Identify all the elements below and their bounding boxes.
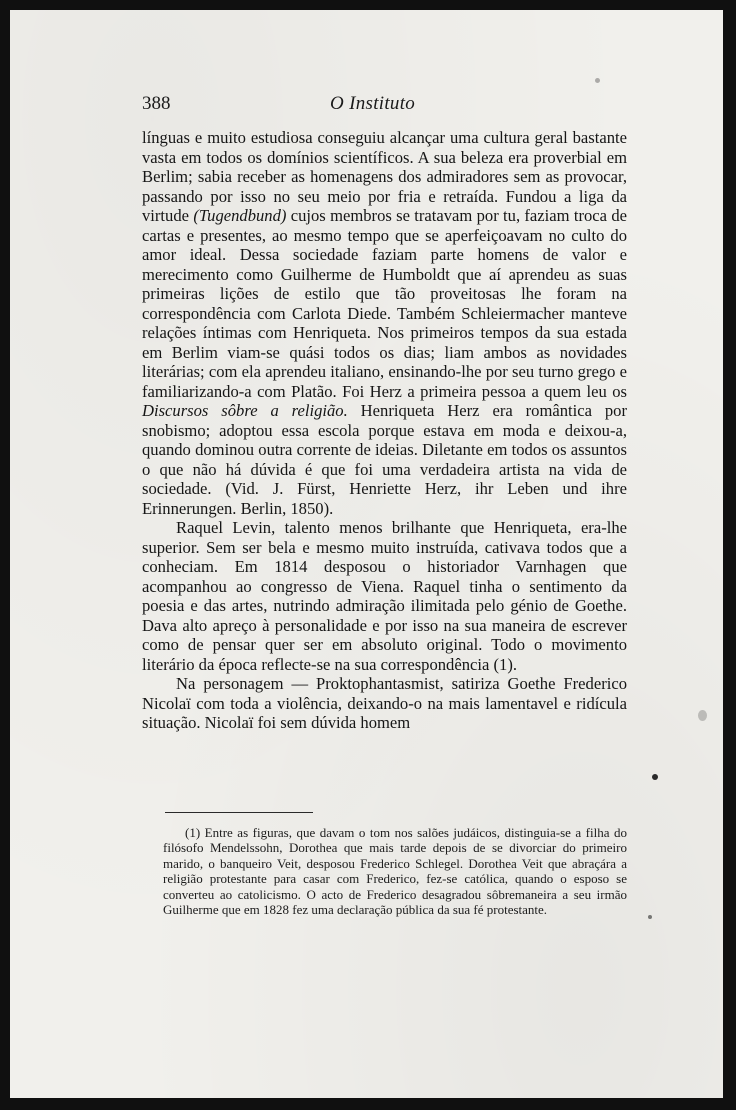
ink-speck bbox=[652, 774, 658, 780]
paragraph-henriqueta bbox=[142, 128, 627, 518]
footnote-divider bbox=[165, 812, 313, 813]
page-header bbox=[142, 93, 675, 119]
ink-speck bbox=[595, 78, 600, 83]
page-number: 388 bbox=[142, 93, 171, 114]
paragraph-nicolai: Na personagem — Proktophantasmist, satiriza Goethe Frederico Nicolaï com toda a violência, deixando-o na mais lamentavel e ridícula situação. Nicolaï foi sem dúvida homem bbox=[142, 674, 627, 732]
italic-term: (Tugendbund) bbox=[193, 206, 287, 225]
footnote: (1) Entre as figuras, que davam o tom nos salões judáicos, distinguia-se a filha do filósofo Mendelssohn, Dorothea que mais tarde depois de se divorciar do primeiro marido, o banqueiro Veit, desposou Frederico Schlegel. Dorothea Veit que abraçára a religião protestante para casar com Frederico, fez-se católica, quando o esposo se converteu ao catolicismo. O acto de Frederico desagradou sôbremaneira a seu irmão Guilherme que em 1828 fez uma declaração pública da sua fé protestante. bbox=[163, 825, 627, 918]
body-text bbox=[142, 128, 627, 733]
paragraph-text: línguas e muito estudiosa conseguiu alcançar uma cultura geral bastante vasta em todos os domínios scientíficos. A sua beleza era proverbial em Berlim; sabia receber as homenagens dos admiradores sem as provocar, passando por isso no seu meio por fria e retraída. Fundou a liga da virtude bbox=[142, 128, 627, 225]
paragraph-text: Henriqueta Herz era romântica por snobismo; adoptou essa escola porque estava em moda e deixou-a, quando dominou outra corrente de ideias. Diletante em todos os assuntos o que não há dúvida é que foi uma verdadeira artista na vida de sociedade. (Vid. J. Fürst, Henriette Herz, ihr Leben und ihre Erinnerungen. Berlin, 1850). bbox=[142, 401, 627, 518]
ink-speck bbox=[648, 915, 652, 919]
running-title: O Instituto bbox=[330, 93, 416, 114]
paragraph-text: cujos membros se tratavam por tu, faziam troca de cartas e presentes, ao mesmo tempo que se aperfeiçoavam no culto do amor ideal. Dessa sociedade faziam parte homens de valor e merecimento como Guilherme de Humboldt que aí aprendeu as suas primeiras lições de estilo que tão proveitosas lhe foram na correspondência com Carlota Diede. Também Schleiermacher manteve relações íntimas com Henriqueta. Nos primeiros tempos da sua estada em Berlim viam-se quási todos os dias; liam ambos as novidades literárias; com ela aprendeu italiano, ensinando-lhe por seu turno grego e familiarizando-a com Platão. Foi Herz a primeira pessoa a quem leu os bbox=[142, 206, 627, 401]
ink-speck bbox=[698, 710, 707, 721]
paragraph-raquel: Raquel Levin, talento menos brilhante que Henriqueta, era-lhe superior. Sem ser bela e mesmo muito instruída, cativava todos que a conheciam. Em 1814 desposou o historiador Varnhagen que acompanhou ao congresso de Viena. Raquel tinha o sentimento da poesia e das artes, nutrindo admiração ilimitada pelo génio de Goethe. Dava alto apreço à personalidade e por isso na sua maneira de escrever como de pensar quer ser em absoluto original. Todo o movimento literário da época reflecte-se na sua correspondência (1). bbox=[142, 518, 627, 674]
italic-title: Discursos sôbre a religião. bbox=[142, 401, 348, 420]
